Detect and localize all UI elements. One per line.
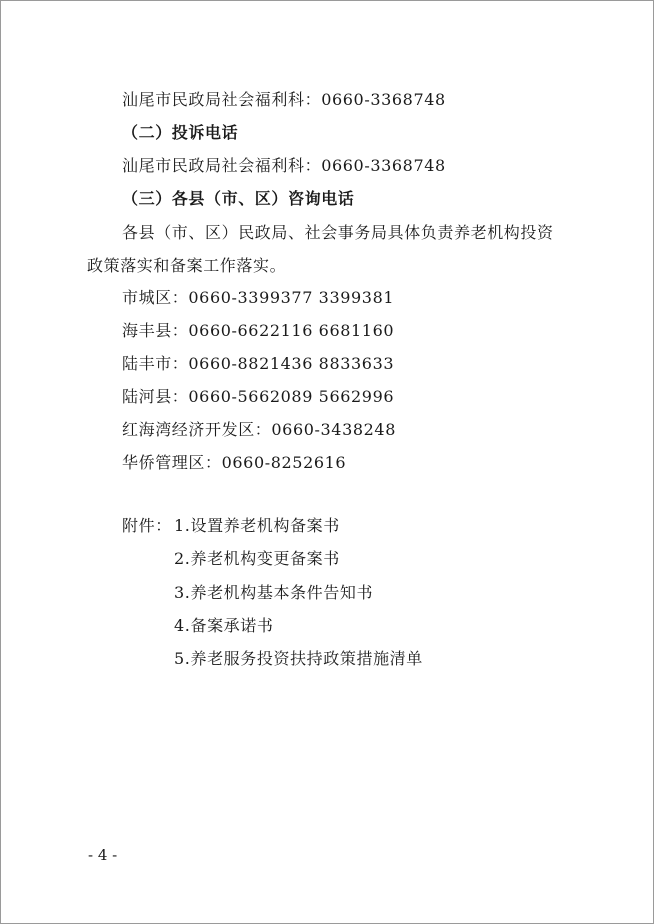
attachment-item-4: 4.备案承诺书 (174, 616, 274, 635)
contact-honghaiwan: 红海湾经济开发区：0660-3438248 (122, 420, 396, 439)
complaint-phone: 汕尾市民政局社会福利科：0660-3368748 (122, 156, 446, 175)
contact-haifeng: 海丰县：0660-6622116 6681160 (122, 321, 395, 340)
contact-luhe: 陆河县：0660-5662089 5662996 (122, 387, 395, 406)
paragraph-line-2: 政策落实和备案工作落实。 (87, 256, 287, 275)
paragraph-line-1: 各县（市、区）民政局、社会事务局具体负责养老机构投资 (122, 223, 554, 242)
page-number: - 4 - (88, 846, 118, 864)
attachment-item-2: 2.养老机构变更备案书 (174, 549, 340, 568)
attachment-item-5: 5.养老服务投资扶持政策措施清单 (174, 649, 423, 668)
attachment-item-3: 3.养老机构基本条件告知书 (174, 583, 374, 602)
social-welfare-phone: 汕尾市民政局社会福利科：0660-3368748 (122, 90, 446, 109)
contact-lufeng: 陆丰市：0660-8821436 8833633 (122, 354, 395, 373)
contact-huaqiao: 华侨管理区：0660-8252616 (122, 453, 347, 472)
attachment-item-1: 1.设置养老机构备案书 (174, 516, 340, 535)
complaint-heading: （二）投诉电话 (122, 123, 239, 142)
county-consult-heading: （三）各县（市、区）咨询电话 (122, 189, 355, 208)
contact-shicheng: 市城区：0660-3399377 3399381 (122, 288, 395, 307)
attachments-label: 附件： (122, 516, 172, 535)
